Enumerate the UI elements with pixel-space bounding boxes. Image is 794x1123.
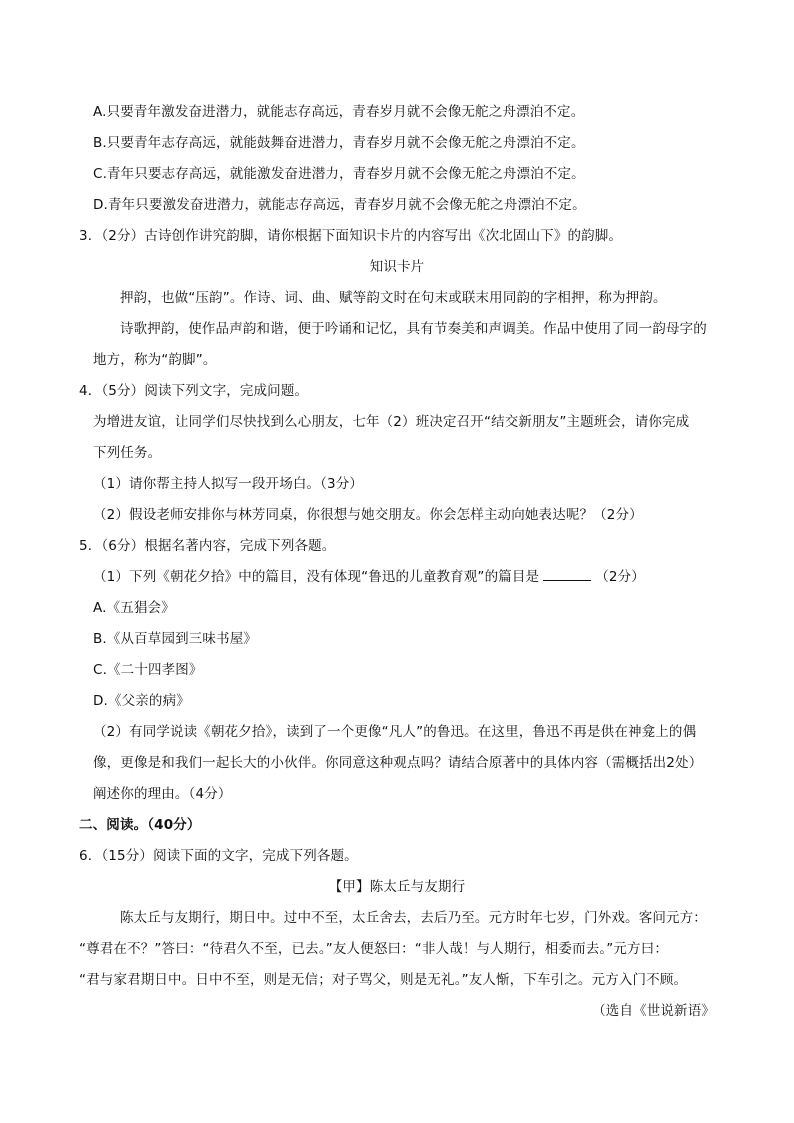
q5-sub2-line2: 像，更像是和我们一起长大的小伙伴。你同意这种观点吗？请结合原著中的具体内容（需概括出2处） xyxy=(93,755,703,771)
q5-sub2-line1: （2）有同学说读《朝花夕拾》，读到了一个更像“凡人”的鲁迅。在这里，鲁迅不再是供在神龛上的偶 xyxy=(93,724,697,740)
passage-line2: “尊君在不？”答曰：“待君久不至，已去。”友人便怒曰：“非人哉！与人期行，相委而去。”元方曰： xyxy=(79,941,669,957)
q5-stem: 5．（6分）根据名著内容，完成下列各题。 xyxy=(79,538,336,554)
q3-stem: 3．（2分）古诗创作讲究韵脚，请你根据下面知识卡片的内容写出《次北固山下》的韵脚。 xyxy=(79,228,623,244)
q2-option-c: C.青年只要志存高远，就能激发奋进潜力，青春岁月就不会像无舵之舟漂泊不定。 xyxy=(93,166,585,182)
knowledge-card-para2-line2: 地方，称为“韵脚”。 xyxy=(93,352,217,368)
knowledge-card-title: 知识卡片 xyxy=(369,259,425,275)
knowledge-card-para1: 押韵，也做“压韵”。作诗、词、曲、赋等韵文时在句末或联末用同韵的字相押，称为押韵。 xyxy=(120,290,667,306)
q5-sub1 xyxy=(93,568,645,586)
q4-intro-line2: 下列任务。 xyxy=(93,445,162,461)
section-reading-heading: 二、阅读。（40分） xyxy=(79,817,201,833)
q4-task1: （1）请你帮主持人拟写一段开场白。（3分） xyxy=(93,476,364,492)
q4-intro-line1: 为增进友谊，让同学们尽快找到么心朋友，七年（2）班决定召开“结交新朋友”主题班会，请你完成 xyxy=(93,414,690,430)
passage-line3: “君与家君期日中。日中不至，则是无信；对子骂父，则是无礼。”友人惭，下车引之。元方入门不顾。 xyxy=(79,972,688,988)
q5-sub2-line3: 阐述你的理由。（4分） xyxy=(93,786,232,802)
q2-option-d: D.青年只要激发奋进潜力，就能志存高远，青春岁月就不会像无舵之舟漂泊不定。 xyxy=(93,197,586,213)
q6-stem: 6．（15分）阅读下面的文字，完成下列各题。 xyxy=(79,848,358,864)
q5-option-a: A.《五猖会》 xyxy=(93,600,175,616)
passage-title: 【甲】陈太丘与友期行 xyxy=(328,879,466,895)
knowledge-card-para2-line1: 诗歌押韵，使作品声韵和谐，便于吟诵和记忆，具有节奏美和声调美。作品中使用了同一韵母字的 xyxy=(120,321,707,337)
answer-blank xyxy=(543,568,591,581)
passage-line1: 陈太丘与友期行，期日中。过中不至，太丘舍去，去后乃至。元方时年七岁，门外戏。客问元方： xyxy=(120,910,707,926)
q5-sub1-text: （1）下列《朝花夕拾》中的篇目，没有体现“鲁迅的儿童教育观”的篇目是 xyxy=(93,569,540,585)
q5-option-b: B.《从百草园到三味书屋》 xyxy=(93,631,258,647)
q5-option-c: C.《二十四孝图》 xyxy=(93,662,203,678)
passage-source: （选自《世说新语》 xyxy=(592,1003,715,1019)
q2-option-b: B.只要青年志存高远，就能鼓舞奋进潜力，青春岁月就不会像无舵之舟漂泊不定。 xyxy=(93,135,585,151)
q2-option-a: A.只要青年激发奋进潜力，就能志存高远，青春岁月就不会像无舵之舟漂泊不定。 xyxy=(93,104,585,120)
q4-task2: （2）假设老师安排你与林芳同桌，你很想与她交朋友。你会怎样主动向她表达呢？（2分） xyxy=(93,507,643,523)
q5-sub1-score: （2分） xyxy=(595,569,645,585)
q5-option-d: D.《父亲的病》 xyxy=(93,693,190,709)
q4-stem: 4．（5分）阅读下列文字，完成问题。 xyxy=(79,383,309,399)
